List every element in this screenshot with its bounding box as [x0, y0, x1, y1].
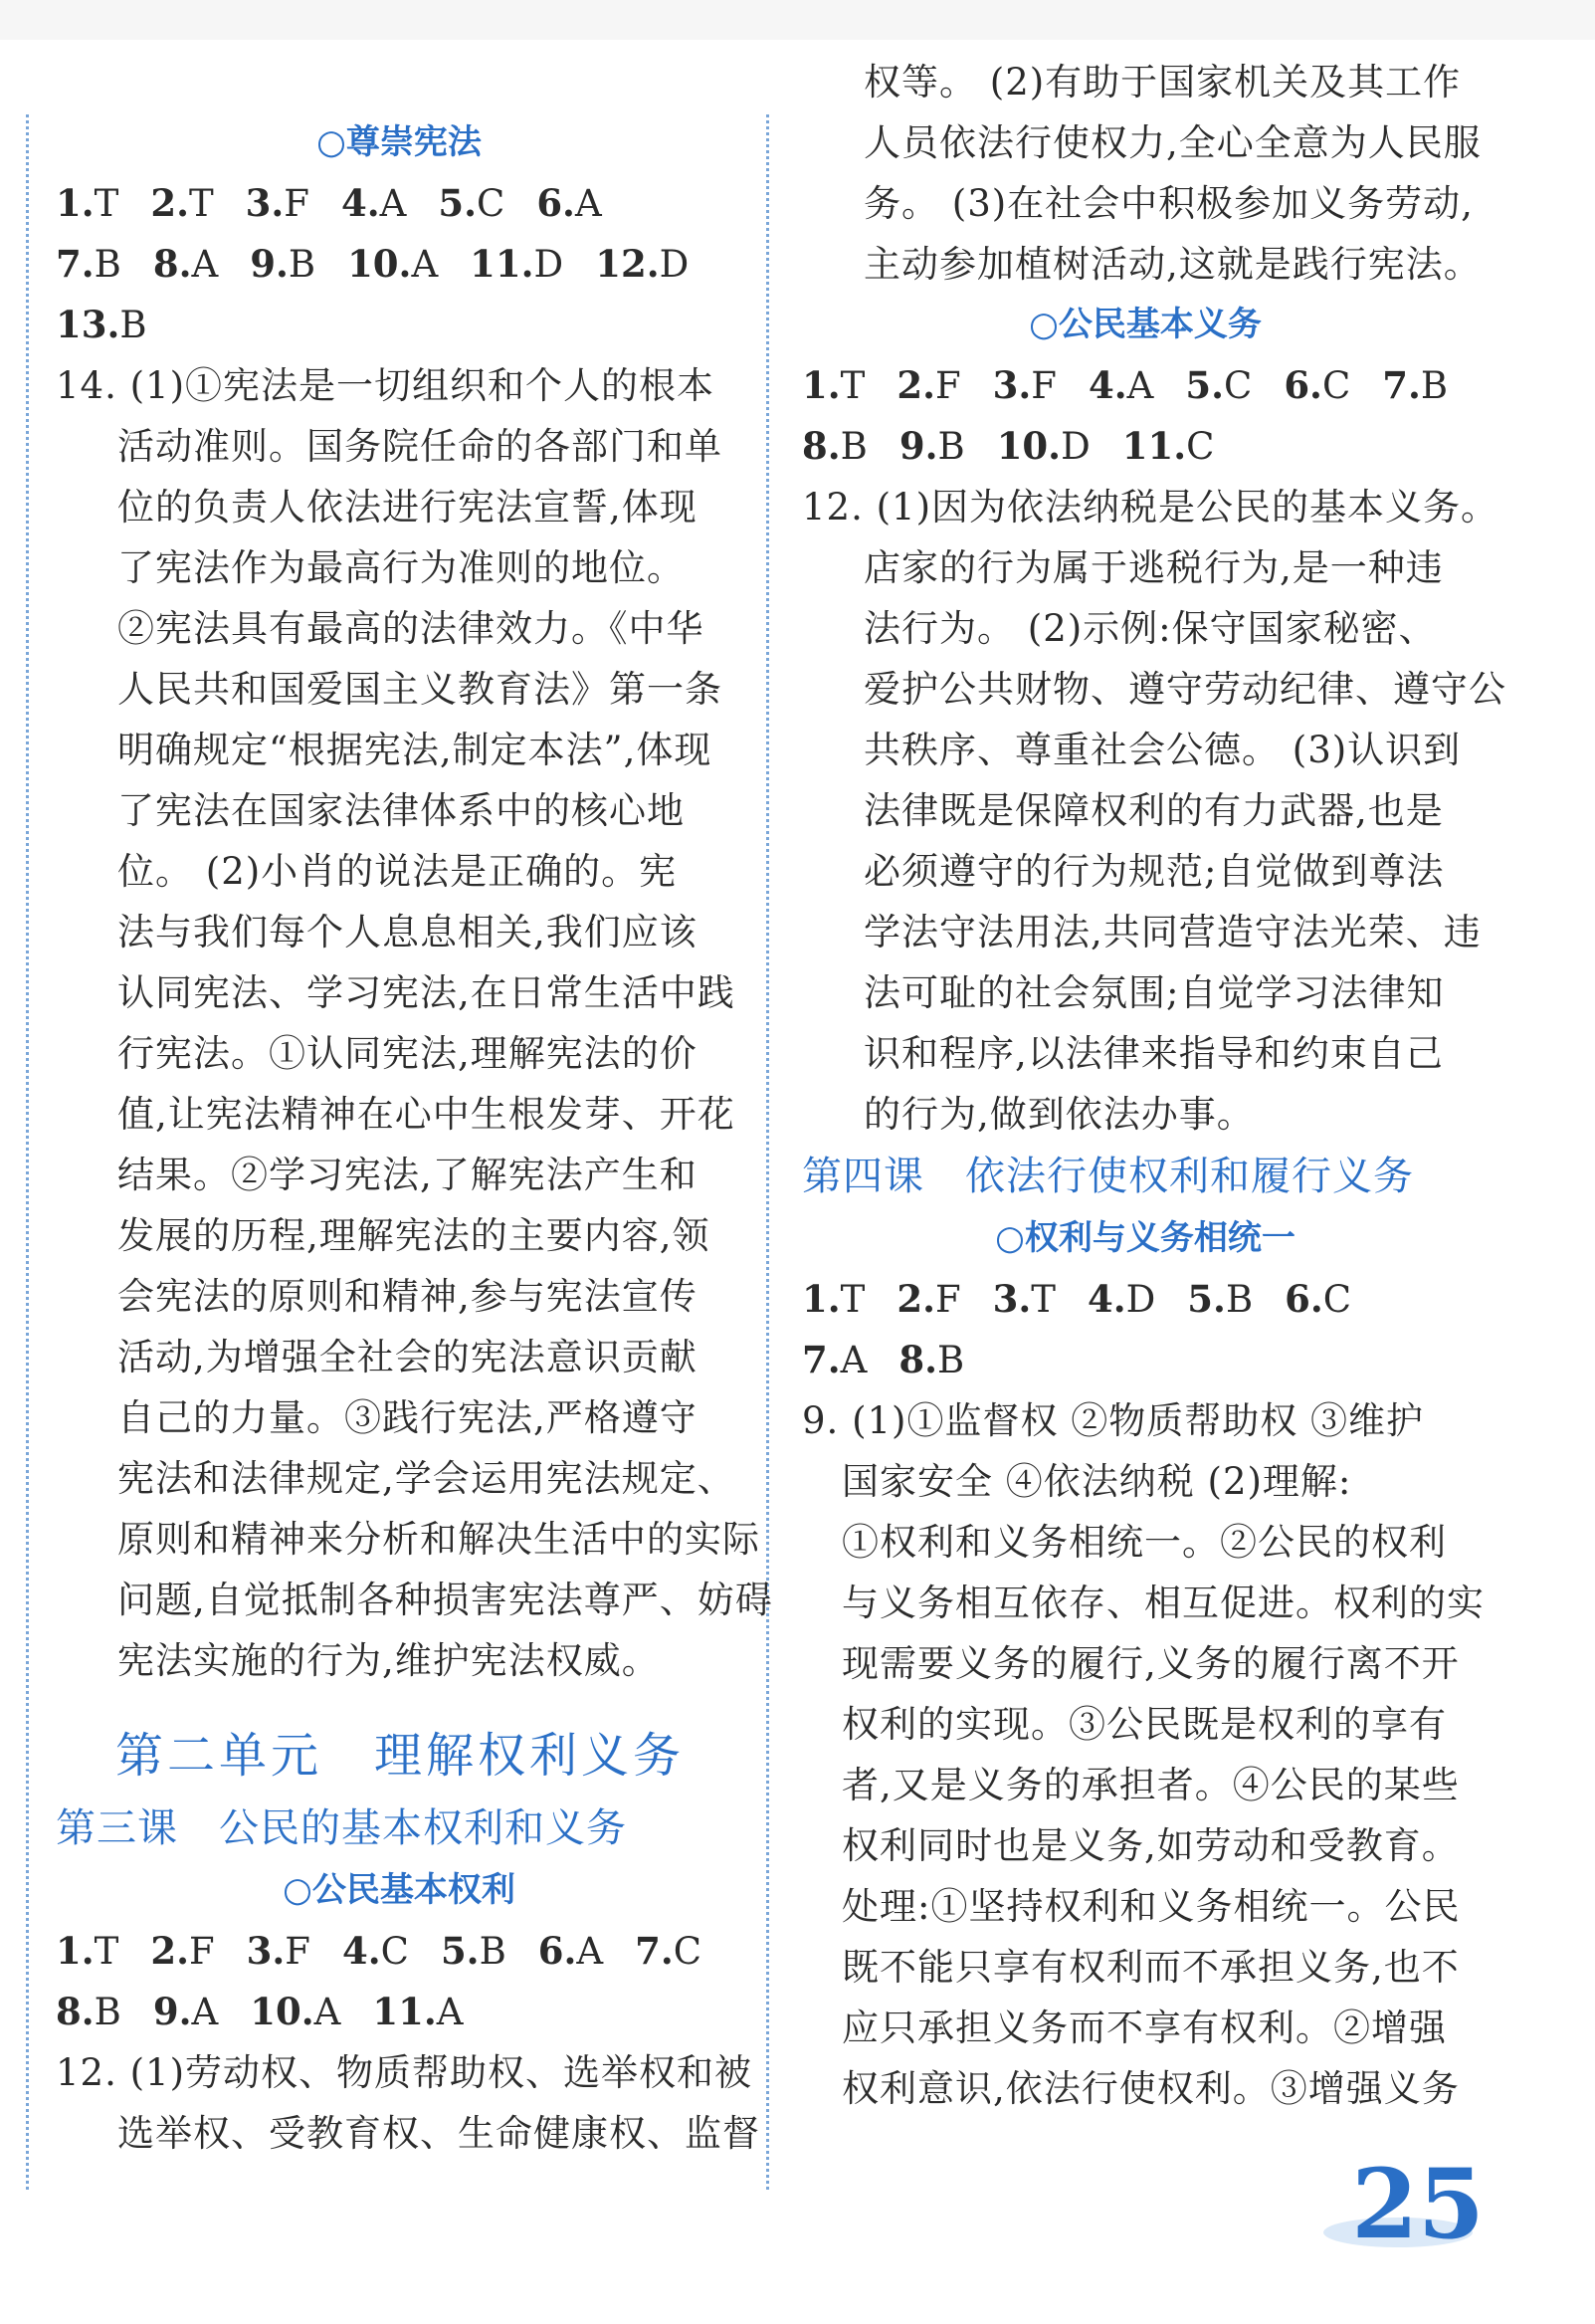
text-line: 活动准则。国务院任命的各部门和单: [117, 425, 722, 468]
answer-row: [56, 295, 742, 355]
answer-item: [56, 295, 147, 355]
section-title-rights-duties-unity: ○权利与义务相统一: [995, 1218, 1296, 1258]
text-line: 行宪法。①认同宪法,理解宪法的价: [117, 1032, 698, 1075]
question-number: 10.: [347, 242, 412, 286]
text-line: 共秩序、尊重社会公德。 (3)认识到: [864, 729, 1462, 771]
question-number: 10.: [250, 1990, 314, 2033]
text-line: 位的负责人依法进行宪法宣誓,体现: [117, 486, 698, 528]
text-line: 既不能只享有权利而不承担义务,也不: [842, 1946, 1460, 1989]
answer-value: A: [436, 1991, 464, 2033]
answer-value: D: [659, 243, 690, 286]
answer-row: [802, 1330, 1489, 1390]
text-line: 务。 (3)在社会中积极参加义务劳动,: [864, 182, 1474, 225]
answer-item: [1187, 1269, 1253, 1330]
text-line: 识和程序,以法律来指导和约束自己: [864, 1032, 1444, 1075]
answer-item: [897, 1269, 960, 1330]
text-line: 活动,为增强全社会的宪法意识贡献: [117, 1336, 698, 1378]
question-9-answer: [802, 1390, 1489, 2119]
answer-value: D: [1125, 1278, 1156, 1321]
text-line: 宪法实施的行为,维护宪法权威。: [117, 1639, 660, 1682]
question-number: 13.: [56, 303, 120, 346]
text-line: 必须遵守的行为规范;自觉做到尊法: [864, 850, 1445, 893]
answer-item: [635, 1921, 701, 1982]
text-line: 爱护公共财物、遵守劳动纪律、遵守公: [864, 668, 1506, 711]
question-number: 6.: [536, 181, 575, 225]
text-line: ②宪法具有最高的法律效力。《中华: [117, 607, 704, 650]
question-number: 3.: [245, 181, 285, 225]
answer-value: C: [1186, 425, 1215, 468]
answer-item: [347, 234, 438, 295]
unit-title: 第二单元 理解权利义务: [115, 1728, 686, 1784]
text-line: 法与我们每个人息息相关,我们应该: [117, 911, 698, 953]
text-line: 处理:①坚持权利和义务相统一。公民: [842, 1885, 1461, 1928]
answer-item: [1089, 355, 1153, 416]
text-line: 国家安全 ④依法纳税 (2)理解:: [842, 1460, 1352, 1503]
text-line: 自己的力量。③践行宪法,严格遵守: [117, 1396, 698, 1439]
text-line: 店家的行为属于逃税行为,是一种违: [864, 546, 1444, 589]
answer-item: [250, 1982, 340, 2042]
text-line: 了宪法作为最高行为准则的地位。: [117, 546, 685, 589]
answer-item: [250, 234, 315, 295]
text-line: 选举权、受教育权、生命健康权、监督: [117, 2112, 760, 2155]
text-line: 人民共和国爱国主义教育法》第一条: [117, 668, 722, 711]
text-line: 原则和精神来分析和解决生活中的实际: [117, 1518, 760, 1561]
question-number: 2.: [150, 1929, 189, 1973]
question-number: 12.: [595, 242, 660, 286]
question-number: 7.: [56, 242, 95, 286]
text-line: 应只承担义务而不享有权利。②增强: [842, 2007, 1447, 2049]
question-number: 1.: [56, 181, 95, 225]
question-number: 6.: [537, 1929, 577, 1973]
answer-value: D: [1061, 425, 1091, 468]
question-number: 1.: [802, 363, 841, 407]
question-number: 4.: [340, 181, 380, 225]
answer-value: F: [1031, 364, 1057, 407]
question-number: 3.: [246, 1929, 286, 1973]
answer-value: C: [477, 182, 505, 225]
answer-value: B: [479, 1930, 506, 1973]
answer-value: C: [673, 1930, 702, 1973]
question-number: 8.: [152, 242, 192, 286]
question-number: 9.: [152, 1990, 192, 2033]
answer-value: F: [934, 1278, 961, 1321]
answer-row: [802, 1269, 1489, 1330]
text-line: 法律既是保障权利的有力武器,也是: [864, 789, 1444, 832]
answer-item: [441, 1921, 506, 1982]
answer-row: [802, 355, 1489, 416]
text-line: 明确规定“根据宪法,制定本法”,体现: [117, 729, 712, 771]
text-line: ①权利和义务相统一。②公民的权利: [842, 1521, 1447, 1564]
text-line: 宪法和法律规定,学会运用宪法规定、: [117, 1457, 735, 1500]
answer-item: [247, 1921, 310, 1982]
answer-value: B: [119, 304, 147, 346]
answer-item: [802, 1269, 865, 1330]
answer-value: C: [380, 1930, 409, 1973]
answer-item: [56, 173, 118, 234]
answer-rows: [56, 1921, 742, 2042]
page-number: 25: [1351, 2148, 1485, 2260]
answer-item: [595, 234, 689, 295]
lesson-4-title: 第四课 依法行使权利和履行义务: [802, 1154, 1414, 1199]
right-column: [802, 52, 1506, 2119]
answer-item: [898, 1330, 964, 1390]
column-divider: [766, 114, 769, 2190]
question-number: 3.: [992, 363, 1032, 407]
answer-item: [802, 1330, 867, 1390]
question-number: 8.: [898, 1338, 938, 1381]
answer-value: B: [937, 425, 965, 468]
question-number: 5.: [1185, 363, 1224, 407]
answer-item: [153, 234, 218, 295]
question-number: 5.: [440, 1929, 480, 1973]
text-line: 的行为,做到依法办事。: [864, 1093, 1255, 1136]
answer-row: [56, 234, 742, 295]
answer-item: [802, 355, 865, 416]
question-number: 7.: [802, 1338, 841, 1381]
question-number: 2.: [150, 181, 189, 225]
answer-value: A: [411, 243, 439, 286]
answer-item: [997, 416, 1091, 477]
answer-row: [56, 173, 742, 234]
question-number: 5.: [1187, 1277, 1226, 1321]
answer-item: [56, 234, 121, 295]
text-line: 结果。②学习宪法,了解宪法产生和: [117, 1154, 698, 1196]
answer-item: [372, 1982, 463, 2042]
answer-row: [56, 1921, 742, 1982]
text-line: 发展的历程,理解宪法的主要内容,领: [117, 1214, 710, 1257]
question-number: 1.: [56, 1929, 95, 1973]
answer-value: B: [1225, 1278, 1254, 1321]
question-number: 8.: [56, 1990, 95, 2033]
answer-value: C: [1322, 1278, 1352, 1321]
answer-value: A: [191, 243, 219, 286]
answer-rows: [802, 355, 1489, 477]
question-12-answer: [802, 477, 1506, 1145]
answer-value: T: [94, 182, 119, 225]
text-line: 权利同时也是义务,如劳动和受教育。: [842, 1824, 1460, 1867]
question-number: 11.: [372, 1990, 437, 2033]
answer-item: [536, 173, 601, 234]
answer-value: A: [313, 1991, 341, 2033]
answer-value: T: [840, 1278, 866, 1321]
text-line: 12. (1)因为依法纳税是公民的基本义务。: [802, 486, 1499, 528]
answer-item: [438, 173, 504, 234]
section-title-respect-constitution: ○尊崇宪法: [316, 122, 482, 162]
question-number: 4.: [1087, 1277, 1126, 1321]
answer-item: [897, 355, 960, 416]
section-title-basic-duties: ○公民基本义务: [1029, 305, 1262, 344]
question-number: 2.: [897, 363, 935, 407]
answer-item: [993, 355, 1057, 416]
answer-item: [538, 1921, 603, 1982]
question-number: 1.: [802, 1277, 841, 1321]
continued-answer: [802, 52, 1489, 295]
answer-item: [899, 416, 965, 477]
answer-value: T: [840, 364, 866, 407]
answer-item: [1285, 1269, 1351, 1330]
answer-item: [993, 1269, 1056, 1330]
answer-item: [246, 173, 309, 234]
question-number: 8.: [802, 424, 841, 468]
answer-item: [1185, 355, 1252, 416]
answer-rows: [802, 1269, 1489, 1390]
answer-item: [1382, 355, 1448, 416]
answer-item: [1088, 1269, 1155, 1330]
answer-item: [470, 234, 563, 295]
answer-value: T: [188, 182, 214, 225]
answer-value: A: [574, 182, 602, 225]
text-line: 问题,自觉抵制各种损害宪法尊严、妨碍: [117, 1579, 773, 1621]
answer-item: [153, 1982, 218, 2042]
answer-item: [802, 416, 868, 477]
answer-value: F: [934, 364, 961, 407]
answer-row: [56, 1982, 742, 2042]
text-line: 14. (1)①宪法是一切组织和个人的根本: [56, 364, 715, 407]
text-line: 位。 (2)小肖的说法是正确的。宪: [117, 850, 678, 893]
answer-value: B: [288, 243, 316, 286]
answer-item: [150, 173, 213, 234]
answer-value: A: [576, 1930, 604, 1973]
left-margin-rule: [26, 114, 29, 2190]
answer-value: A: [191, 1991, 219, 2033]
text-line: 学法守法用法,共同营造守法光荣、违: [864, 911, 1482, 953]
text-line: 认同宪法、学习宪法,在日常生活中践: [117, 971, 735, 1014]
page-top-edge: [0, 0, 1595, 40]
answer-value: A: [379, 182, 407, 225]
text-line: 者,又是义务的承担者。④公民的某些: [842, 1764, 1460, 1806]
answer-item: [1122, 416, 1215, 477]
answer-value: F: [285, 1930, 310, 1973]
text-line: 现需要义务的履行,义务的履行离不开: [842, 1642, 1460, 1685]
question-number: 2.: [897, 1277, 935, 1321]
text-line: 值,让宪法精神在心中生根发芽、开花: [117, 1093, 735, 1136]
question-14-answer: [56, 355, 773, 1691]
answer-value: C: [1224, 364, 1253, 407]
text-line: 与义务相互依存、相互促进。权利的实: [842, 1582, 1485, 1624]
answer-item: [1284, 355, 1350, 416]
question-12-answer: [56, 2042, 760, 2164]
answer-value: D: [533, 243, 564, 286]
answer-value: B: [94, 243, 121, 286]
text-line: 权利的实现。③公民既是权利的享有: [842, 1703, 1447, 1746]
answer-item: [56, 1982, 121, 2042]
lesson-3-title: 第三课 公民的基本权利和义务: [56, 1805, 627, 1851]
question-number: 6.: [1284, 363, 1322, 407]
question-number: 7.: [1382, 363, 1421, 407]
answer-row: [802, 416, 1489, 477]
answer-value: A: [1126, 364, 1154, 407]
answer-value: T: [1031, 1278, 1056, 1321]
question-number: 9.: [250, 242, 289, 286]
section-title-basic-rights: ○公民基本权利: [283, 1870, 515, 1910]
answer-rows: [56, 173, 742, 355]
answer-value: B: [94, 1991, 121, 2033]
answer-value: B: [1420, 364, 1449, 407]
text-line: 人员依法行使权力,全心全意为人民服: [864, 121, 1482, 164]
answer-value: C: [1321, 364, 1351, 407]
left-column: [56, 112, 773, 2164]
text-line: 主动参加植树活动,这就是践行宪法。: [864, 243, 1482, 286]
text-line: 了宪法在国家法律体系中的核心地: [117, 789, 685, 832]
text-line: 法行为。 (2)示例:保守国家秘密、: [864, 607, 1437, 650]
answer-item: [56, 1921, 118, 1982]
question-number: 9.: [898, 424, 938, 468]
text-line: 会宪法的原则和精神,参与宪法宣传: [117, 1275, 698, 1318]
answer-value: B: [840, 425, 868, 468]
text-line: 12. (1)劳动权、物质帮助权、选举权和被: [56, 2051, 753, 2094]
question-number: 5.: [438, 181, 477, 225]
answer-value: T: [94, 1930, 119, 1973]
answer-item: [150, 1921, 214, 1982]
question-number: 4.: [1088, 363, 1127, 407]
question-number: 7.: [635, 1929, 674, 1973]
answer-item: [341, 173, 406, 234]
answer-value: F: [188, 1930, 215, 1973]
question-number: 3.: [992, 1277, 1032, 1321]
answer-value: F: [284, 182, 309, 225]
text-line: 权利意识,依法行使权利。③增强义务: [842, 2067, 1460, 2110]
answer-value: A: [840, 1339, 868, 1381]
text-line: 法可耻的社会氛围;自觉学习法律知: [864, 971, 1445, 1014]
question-number: 11.: [1121, 424, 1187, 468]
text-line: 权等。 (2)有助于国家机关及其工作: [864, 61, 1462, 104]
question-number: 6.: [1285, 1277, 1323, 1321]
text-line: 9. (1)①监督权 ②物质帮助权 ③维护: [802, 1399, 1424, 1442]
answer-item: [342, 1921, 409, 1982]
question-number: 11.: [470, 242, 534, 286]
answer-value: B: [937, 1339, 965, 1381]
question-number: 10.: [996, 424, 1062, 468]
question-number: 4.: [341, 1929, 381, 1973]
